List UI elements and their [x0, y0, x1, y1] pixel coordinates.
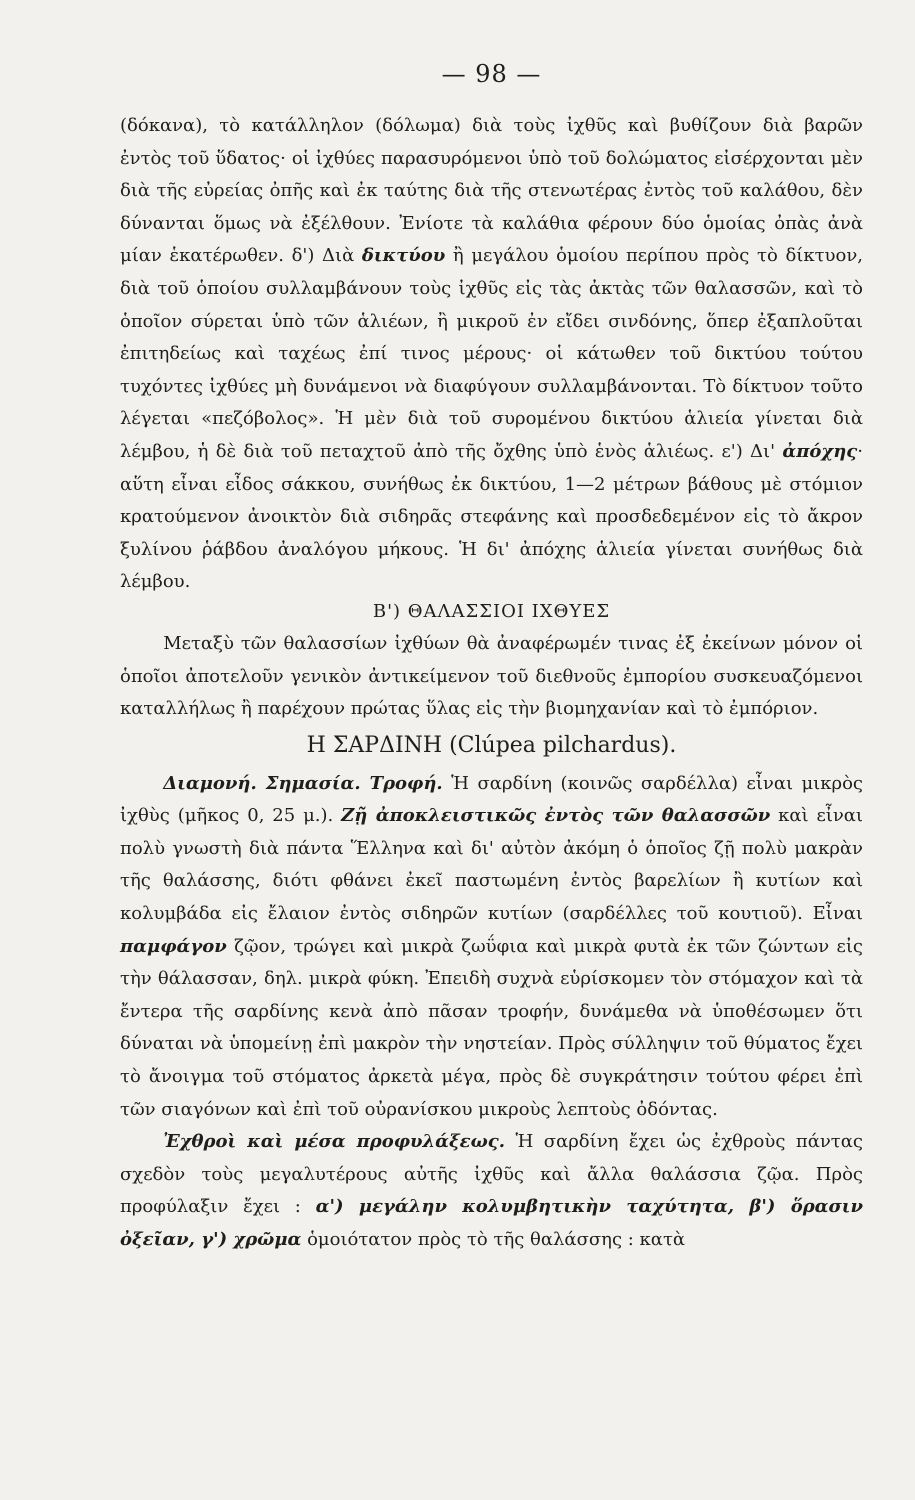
paragraph-marine-fish-intro: Μεταξὺ τῶν θαλασσίων ἰχθύων θὰ ἀναφέρωμέν τινας ἐξ ἐκείνων μόνον οἱ ὁποῖοι ἀποτελοῦν γενικὸν ἀντικείμενον τοῦ διεθνοῦς ἐμπορίου συσκευαζόμενοι καταλλήλως ἢ παρέχουν πρώτας ὕλας εἰς τὴν βιομηχανίαν καὶ τὸ ἐμπόριον.: [120, 632, 863, 720]
paragraph-sardine-habitat: [120, 768, 863, 1127]
text-span: ὁμοιότατον πρὸς τὸ τῆς θαλάσσης : κατὰ: [301, 1229, 686, 1250]
text-span: καὶ εἶναι πολὺ γνωστὴ διὰ πάντα Ἕλληνα καὶ δι' αὐτὸν ἀκόμη ὁ ὁποῖος ζῇ πολὺ μακρὰν τῆς θαλάσσης, διότι φθάνει ἐκεῖ παστωμένη ἐντὸς βαρελίων ἢ κυτίων καὶ κολυμβάδα εἰς ἔλαιον ἐντὸς σιδηρῶν κυτίων (σαρδέλλες τοῦ κουτιοῦ). Εἶναι: [120, 805, 863, 925]
page-number: — 98 —: [441, 60, 542, 88]
paragraph-fishing-methods: [120, 110, 863, 599]
text-span: · αὕτη εἶναι εἶδος σάκκου, συνήθως ἐκ δικτύου, 1—2 μέτρων βάθους μὲ στόμιον κρατούμενον ἀνοικτὸν διὰ σιδηρᾶς στεφάνης καὶ προσδεδεμένον εἰς τὸ ἄκρον ξυλίνου ῥάβδου ἀναλόγου μήκους. Ἡ δι' ἀπόχης ἁλιεία γίνεται συνήθως διὰ λέμβου.: [120, 440, 863, 593]
emphasis-habitat-title: Διαμονή. Σημασία. Τροφή.: [163, 772, 443, 794]
emphasis-diktyou: δικτύου: [361, 245, 446, 267]
text-span: (δόκανα), τὸ κατάλληλον (δόλωμα) διὰ τοὺς ἰχθῦς καὶ βυθίζουν διὰ βαρῶν ἐντὸς τοῦ ὕδατος· οἱ ἰχθύες παρασυρόμενοι ὑπὸ τοῦ δολώματος εἰσέρχονται μὲν διὰ τῆς εὐρείας ὀπῆς καὶ ἐκ ταύτης διὰ τῆς στενωτέρας ἐντὸς τοῦ καλάθου, δὲν δύνανται ὅμως νὰ ἐξέλθουν. Ἐνίοτε τὰ καλάθια φέρουν δύο ὁμοίας ὀπὰς ἀνὰ μίαν ἑκατέρωθεν. δ') Διὰ: [120, 115, 863, 267]
section-heading-sardine: Η ΣΑΡΔΙΝΗ (Clúpea pilchardus).: [306, 732, 677, 758]
text-span: Ἡ σαρδίνη ἔχει ὡς ἐχθροὺς πάντας σχεδὸν τοὺς μεγαλυτέρους αὐτῆς ἰχθῦς καὶ ἄλλα θαλάσσια ζῷα. Πρὸς προφύλαξιν ἔχει :: [120, 1131, 864, 1218]
emphasis-apochis: ἀπόχης: [782, 440, 858, 462]
text-span: ζῷον, τρώγει καὶ μικρὰ ζωΰφια καὶ μικρὰ φυτὰ ἐκ τῶν ζώντων εἰς τὴν θάλασσαν, δηλ. μικρὰ φύκη. Ἐπειδὴ συχνὰ εὑρίσκομεν τὸν στόμαχον καὶ τὰ ἔντερα τῆς σαρδίνης κενὰ ἀπὸ πᾶσαν τροφήν, δυνάμεθα νὰ ὑποθέσωμεν ὅτι δύναται νὰ ὑπομείνῃ ἐπὶ μακρὸν τὴν νηστείαν. Πρὸς σύλληψιν τοῦ θύματος ἔχει τὸ ἄνοιγμα τοῦ στόματος ἀρκετὰ μέγα, πρὸς δὲ συγκράτησιν τούτου φέρει ἐπὶ τῶν σιαγόνων καὶ ἐπὶ τοῦ οὐρανίσκου μικροὺς λεπτοὺς ὀδόντας.: [120, 935, 863, 1120]
emphasis-defenses: α') μεγάλην κολυμβητικὴν ταχύτητα, β') ὅρασιν ὀξεῖαν, γ') χρῶμα: [120, 1196, 863, 1250]
paragraph-sardine-enemies: [120, 1126, 863, 1256]
text-span: Ἡ σαρδίνη (κοινῶς σαρδέλλα) εἶναι μικρὸς ἰχθὺς (μῆκος 0, 25 μ.).: [120, 772, 863, 827]
section-heading-marine-fish: Β') ΘΑΛΑΣΣΙΟΙ ΙΧΘΥΕΣ: [372, 600, 611, 622]
emphasis-enemies-title: Ἐχθροὶ καὶ μέσα προφυλάξεως.: [163, 1131, 505, 1153]
text-span: ἢ μεγάλου ὁμοίου περίπου πρὸς τὸ δίκτυον, διὰ τοῦ ὁποίου συλλαμβάνουν τοὺς ἰχθῦς εἰς τὰς ἀκτὰς τῶν θαλασσῶν, καὶ τὸ ὁποῖον σύρεται ὑπὸ τῶν ἁλιέων, ἢ μικροῦ ἐν εἴδει σινδόνης, ὅπερ ἐξαπλοῦται ἐπιτηδείως καὶ ταχέως ἐπί τινος μέρους· οἱ κάτωθεν τοῦ δικτύου τούτου τυχόντες ἰχθύες μὴ δυνάμενοι νὰ διαφύγουν συλλαμβάνονται. Τὸ δίκτυον τοῦτο λέγεται «πεζόβολος». Ἡ μὲν διὰ τοῦ συρομένου δικτύου ἁλιεία γίνεται διὰ λέμβου, ἡ δὲ διὰ τοῦ πεταχτοῦ ἀπὸ τῆς ὄχθης ὑπὸ ἑνὸς ἁλιέως. ε') Δι': [120, 245, 863, 462]
emphasis-omnivore: παμφάγον: [120, 935, 227, 957]
emphasis-lives-in-sea: Ζῇ ἀποκλειστικῶς ἐντὸς τῶν θαλασσῶν: [341, 805, 771, 827]
